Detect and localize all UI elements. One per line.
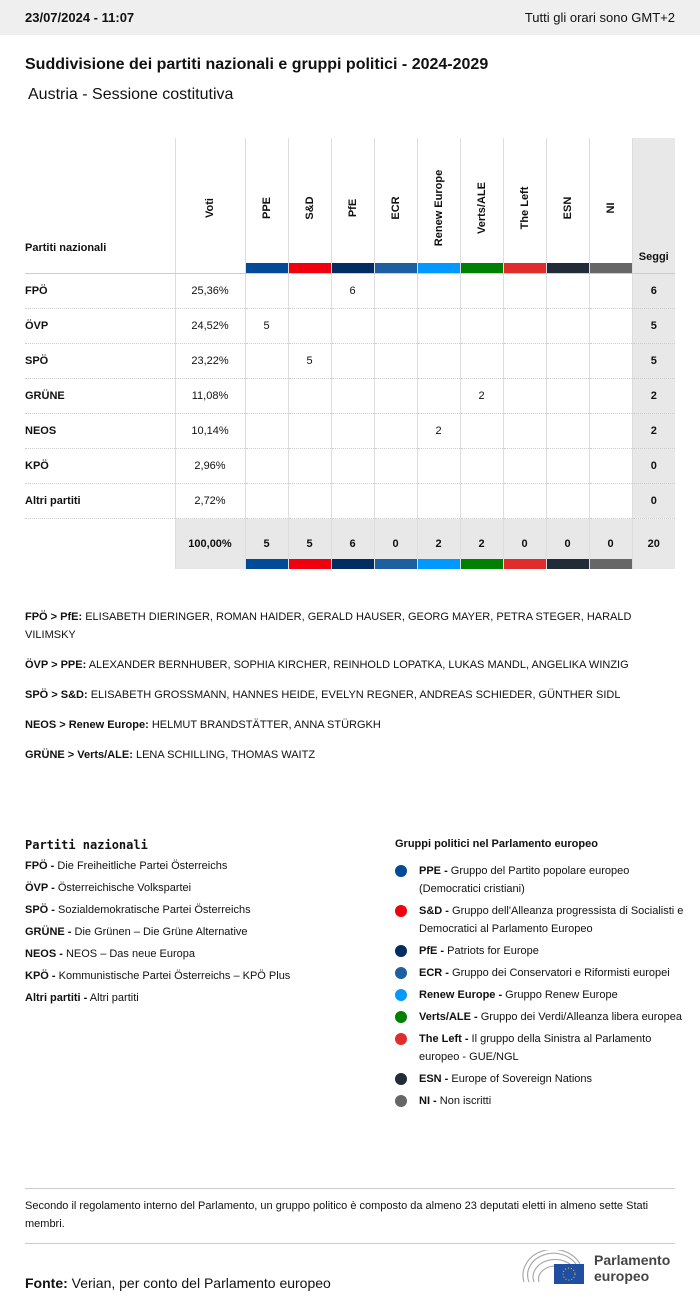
group-legend-item: NI - Non iscritti (395, 1092, 685, 1110)
seats-cell: 2 (632, 413, 675, 448)
party-name: FPÖ (25, 273, 175, 308)
seat-cell (503, 343, 546, 378)
member-entry: ÖVP > PPE: ALEXANDER BERNHUBER, SOPHIA KIRCHER, REINHOLD LOPATKA, LUKAS MANDL, ANGELIKA WINZIG (25, 659, 629, 671)
total-seat-cell: 5 (288, 518, 331, 569)
seats-cell: 0 (632, 448, 675, 483)
group-legend-item: The Left - Il gruppo della Sinistra al Parlamento europeo - GUE/NGL (395, 1030, 685, 1066)
group-color-dot-icon (395, 989, 407, 1001)
seat-cell: 2 (417, 413, 460, 448)
group-legend-item: Renew Europe - Gruppo Renew Europe (395, 986, 685, 1004)
total-seat-cell: 6 (331, 518, 374, 569)
seat-cell (546, 448, 589, 483)
total-seat-cell: 5 (245, 518, 288, 569)
group-color-bar (504, 559, 546, 569)
member-entry: FPÖ > PfE: ELISABETH DIERINGER, ROMAN HAIDER, GERALD HAUSER, GEORG MAYER, PETRA STEGER, HARALD VILIMSKY (25, 611, 632, 641)
group-color-bar (418, 559, 460, 569)
total-seat-cell: 0 (503, 518, 546, 569)
group-color-bar (547, 559, 589, 569)
group-color-dot-icon (395, 1073, 407, 1085)
group-legend-item: PfE - Patriots for Europe (395, 942, 685, 960)
seat-cell (546, 413, 589, 448)
group-header: PPE (245, 138, 288, 273)
seat-cell (417, 448, 460, 483)
party-name: SPÖ (25, 343, 175, 378)
total-votes: 100,00% (175, 518, 245, 569)
seat-cell (245, 413, 288, 448)
group-color-bar (375, 559, 417, 569)
seat-cell (460, 448, 503, 483)
group-color-bar (246, 559, 288, 569)
seat-cell (503, 378, 546, 413)
seat-cell (331, 413, 374, 448)
seat-cell (245, 448, 288, 483)
seat-cell (331, 378, 374, 413)
votes-cell: 25,36% (175, 273, 245, 308)
seat-cell (374, 448, 417, 483)
seat-cell (546, 378, 589, 413)
seat-cell (374, 308, 417, 343)
group-color-bar (246, 263, 288, 273)
party-header: Partiti nazionali (25, 138, 175, 273)
group-color-bar (504, 263, 546, 273)
page-subtitle: Austria - Sessione costitutiva (28, 86, 234, 103)
group-header: Renew Europe (417, 138, 460, 273)
seat-cell (245, 483, 288, 518)
party-legend (25, 838, 365, 1004)
member-list (25, 608, 665, 776)
seat-cell (589, 343, 632, 378)
group-legend (395, 838, 685, 1114)
parliament-logo: Parlamento europeo (520, 1250, 670, 1286)
group-color-bar (461, 263, 503, 273)
group-color-bar (590, 263, 632, 273)
seat-cell (546, 343, 589, 378)
votes-cell: 23,22% (175, 343, 245, 378)
party-name: NEOS (25, 413, 175, 448)
top-bar (0, 0, 700, 35)
votes-cell: 10,14% (175, 413, 245, 448)
group-color-dot-icon (395, 865, 407, 877)
seat-cell (503, 483, 546, 518)
seat-cell (589, 483, 632, 518)
seat-cell (245, 343, 288, 378)
party-legend-title: Partiti nazionali (25, 838, 148, 852)
total-seat-cell: 0 (589, 518, 632, 569)
seats-cell: 5 (632, 343, 675, 378)
total-row (25, 518, 675, 569)
party-name: GRÜNE (25, 378, 175, 413)
party-legend-item: KPÖ - Kommunistische Partei Österreichs – KPÖ Plus (25, 970, 291, 982)
group-color-dot-icon (395, 1011, 407, 1023)
seat-cell (245, 378, 288, 413)
group-color-dot-icon (395, 967, 407, 979)
member-entry: GRÜNE > Verts/ALE: LENA SCHILLING, THOMAS WAITZ (25, 749, 316, 761)
group-header: ESN (546, 138, 589, 273)
group-color-bar (375, 263, 417, 273)
seat-cell (417, 343, 460, 378)
seat-cell (546, 483, 589, 518)
party-legend-item: SPÖ - Sozialdemokratische Partei Österreichs (25, 904, 251, 916)
seat-cell (331, 483, 374, 518)
group-color-bar (547, 263, 589, 273)
party-name: Altri partiti (25, 483, 175, 518)
group-color-dot-icon (395, 905, 407, 917)
seat-cell: 5 (245, 308, 288, 343)
group-header: PfE (331, 138, 374, 273)
group-color-bar (590, 559, 632, 569)
seats-cell: 0 (632, 483, 675, 518)
page-title: Suddivisione dei partiti nazionali e gruppi politici - 2024-2029 (25, 56, 489, 73)
seat-cell: 5 (288, 343, 331, 378)
seat-cell (288, 413, 331, 448)
seat-cell (331, 308, 374, 343)
votes-cell: 2,72% (175, 483, 245, 518)
group-color-dot-icon (395, 1095, 407, 1107)
source: Fonte: Verian, per conto del Parlamento europeo (25, 1275, 331, 1291)
group-legend-item: ECR - Gruppo dei Conservatori e Riformisti europei (395, 964, 685, 982)
group-header: The Left (503, 138, 546, 273)
party-legend-item: Altri partiti - Altri partiti (25, 992, 139, 1004)
member-entry: NEOS > Renew Europe: HELMUT BRANDSTÄTTER, ANNA STÜRGKH (25, 719, 381, 731)
group-legend-title: Gruppi politici nel Parlamento europeo (395, 838, 598, 850)
seat-cell (460, 483, 503, 518)
table-row (25, 308, 675, 343)
group-header: NI (589, 138, 632, 273)
seats-cell: 2 (632, 378, 675, 413)
group-color-bar (332, 559, 374, 569)
seat-cell (460, 343, 503, 378)
seat-cell (288, 483, 331, 518)
group-color-bar (461, 559, 503, 569)
seats-table (25, 138, 675, 569)
member-entry: SPÖ > S&D: ELISABETH GROSSMANN, HANNES HEIDE, EVELYN REGNER, ANDREAS SCHIEDER, GÜNTHER SIDL (25, 689, 621, 701)
total-seat-cell: 0 (374, 518, 417, 569)
seat-cell (374, 273, 417, 308)
group-legend-item: ESN - Europe of Sovereign Nations (395, 1070, 685, 1088)
group-color-bar (418, 263, 460, 273)
seats-cell: 6 (632, 273, 675, 308)
seat-cell (417, 378, 460, 413)
votes-header: Voti (175, 138, 245, 273)
table-row (25, 378, 675, 413)
group-header: ECR (374, 138, 417, 273)
parliament-hemicycle-icon (520, 1250, 586, 1286)
total-seat-cell: 2 (460, 518, 503, 569)
total-seat-cell: 2 (417, 518, 460, 569)
seat-cell (460, 413, 503, 448)
seat-cell (503, 413, 546, 448)
group-color-bar (332, 263, 374, 273)
table-row (25, 483, 675, 518)
seat-cell (374, 343, 417, 378)
seat-cell (417, 483, 460, 518)
total-seat-cell: 0 (546, 518, 589, 569)
seat-cell (417, 308, 460, 343)
seat-cell (288, 308, 331, 343)
seat-cell (331, 343, 374, 378)
votes-cell: 24,52% (175, 308, 245, 343)
seat-cell (460, 308, 503, 343)
footnote: Secondo il regolamento interno del Parlamento, un gruppo politico è composto da almeno 23 deputati eletti in almeno sette Stati membri. (25, 1188, 675, 1244)
seat-cell (546, 273, 589, 308)
seat-cell (331, 448, 374, 483)
party-legend-item: NEOS - NEOS – Das neue Europa (25, 948, 195, 960)
seat-cell (589, 413, 632, 448)
seat-cell (288, 273, 331, 308)
seat-cell: 6 (331, 273, 374, 308)
total-seats: 20 (632, 518, 675, 569)
party-legend-item: FPÖ - Die Freiheitliche Partei Österreichs (25, 860, 228, 872)
seat-cell: 2 (460, 378, 503, 413)
seat-cell (589, 308, 632, 343)
votes-cell: 2,96% (175, 448, 245, 483)
group-header: Verts/ALE (460, 138, 503, 273)
table-row (25, 448, 675, 483)
group-color-dot-icon (395, 945, 407, 957)
table-row (25, 343, 675, 378)
group-color-bar (289, 263, 331, 273)
seat-cell (503, 308, 546, 343)
seat-cell (417, 273, 460, 308)
group-color-dot-icon (395, 1033, 407, 1045)
votes-cell: 11,08% (175, 378, 245, 413)
seat-cell (546, 308, 589, 343)
group-legend-item: S&D - Gruppo dell'Alleanza progressista di Socialisti e Democratici al Parlamento Europeo (395, 902, 685, 938)
seat-cell (589, 378, 632, 413)
table-row (25, 273, 675, 308)
seat-cell (460, 273, 503, 308)
seat-cell (245, 273, 288, 308)
party-legend-item: GRÜNE - Die Grünen – Die Grüne Alternative (25, 926, 248, 938)
group-legend-item: Verts/ALE - Gruppo dei Verdi/Alleanza libera europea (395, 1008, 685, 1026)
seats-cell: 5 (632, 308, 675, 343)
party-name: KPÖ (25, 448, 175, 483)
seat-cell (374, 378, 417, 413)
group-legend-item: PPE - Gruppo del Partito popolare europeo (Democratici cristiani) (395, 862, 685, 898)
seats-header: Seggi (632, 138, 675, 273)
seat-cell (288, 378, 331, 413)
seat-cell (288, 448, 331, 483)
seat-cell (503, 448, 546, 483)
timezone-note: Tutti gli orari sono GMT+2 (524, 10, 675, 25)
seat-cell (374, 413, 417, 448)
table-row (25, 413, 675, 448)
seat-cell (589, 448, 632, 483)
group-color-bar (289, 559, 331, 569)
seat-cell (374, 483, 417, 518)
timestamp: 23/07/2024 - 11:07 (25, 10, 135, 25)
seat-cell (589, 273, 632, 308)
seat-cell (503, 273, 546, 308)
party-legend-item: ÖVP - Österreichische Volkspartei (25, 882, 192, 894)
group-header: S&D (288, 138, 331, 273)
party-name: ÖVP (25, 308, 175, 343)
